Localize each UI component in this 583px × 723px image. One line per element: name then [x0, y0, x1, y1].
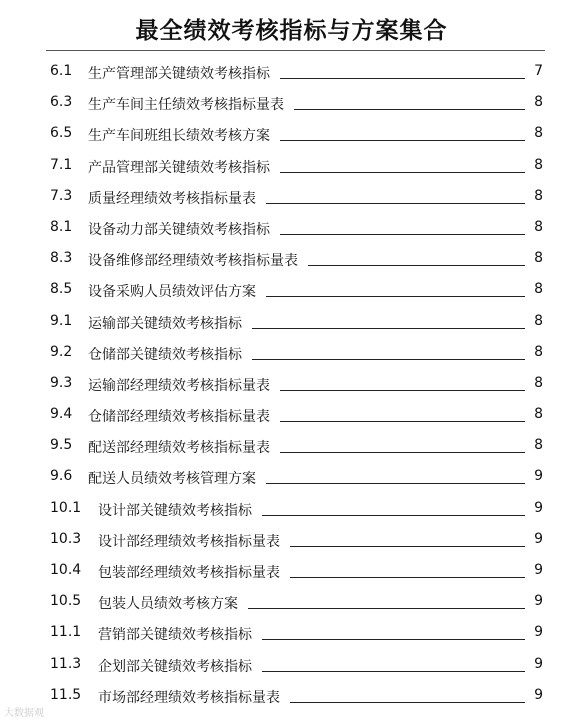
toc-entry-number: 8.1: [50, 218, 73, 235]
page-title: 最全绩效考核指标与方案集合: [135, 18, 448, 44]
leader-line: [280, 171, 525, 173]
toc-entry-number: 8.5: [50, 281, 73, 298]
toc-entry[interactable]: [0, 182, 583, 213]
toc-entry-leader: [88, 94, 531, 114]
watermark: 大数据观: [4, 708, 44, 719]
toc-entry-page: 9: [534, 686, 543, 703]
toc-entry-leader: [88, 406, 531, 426]
toc-entry-number: 11.5: [50, 686, 82, 703]
toc-entry-label: 质量经理绩效考核指标量表: [88, 190, 256, 207]
leader-line: [252, 327, 525, 329]
toc-entry-label: 设计部关键绩效考核指标: [98, 502, 252, 519]
toc-entry-number: 10.5: [50, 593, 82, 610]
toc-entry-label: 市场部经理绩效考核指标量表: [98, 689, 280, 706]
leader-line: [294, 108, 525, 110]
toc-entry[interactable]: [0, 244, 583, 275]
toc-entry-leader: [98, 500, 531, 520]
leader-line: [266, 482, 525, 484]
toc-entry[interactable]: [0, 338, 583, 369]
toc-entry-leader: [98, 593, 531, 613]
toc-entry[interactable]: [0, 151, 583, 182]
leader-line: [252, 358, 525, 360]
toc-entry-page: 9: [534, 593, 543, 610]
toc-entry-label: 生产管理部关键绩效考核指标: [88, 66, 270, 82]
toc-entry-number: 9.5: [50, 437, 73, 454]
toc-entry[interactable]: [0, 681, 583, 712]
toc-entry-label: 营销部关键绩效考核指标: [98, 627, 252, 644]
toc-entry-page: 8: [534, 406, 543, 423]
toc-entry-page: 8: [534, 94, 543, 111]
toc-entry-label: 生产车间班组长绩效考核方案: [88, 128, 270, 145]
toc-entry-leader: [98, 531, 531, 551]
toc-entry[interactable]: [0, 57, 583, 88]
toc-entry-leader: [88, 63, 531, 83]
toc-entry[interactable]: [0, 494, 583, 525]
toc-entry-label: 企划部关键绩效考核指标: [98, 658, 252, 675]
toc-entry[interactable]: [0, 119, 583, 150]
toc-entry-page: 7: [534, 63, 543, 79]
toc-entry-leader: [88, 313, 531, 333]
toc-entry-page: 8: [534, 437, 543, 454]
toc-entry-number: 6.3: [50, 94, 73, 111]
toc-entry-number: 9.1: [50, 312, 73, 329]
leader-line: [290, 545, 525, 547]
toc-entry-number: 7.1: [50, 156, 73, 173]
toc-entry-label: 设备动力部关键绩效考核指标: [88, 221, 270, 238]
toc-entry-page: 8: [534, 343, 543, 360]
toc-entry-leader: [88, 281, 531, 301]
toc-entry-page: 9: [534, 499, 543, 516]
toc-entry-page: 9: [534, 468, 543, 485]
leader-line: [280, 139, 525, 141]
toc-entry-leader: [88, 468, 531, 488]
toc-entry-leader: [88, 437, 531, 457]
leader-line: [290, 576, 525, 578]
toc-entry-number: 9.4: [50, 406, 73, 423]
toc-entry-page: 9: [534, 624, 543, 641]
toc-entry-number: 9.2: [50, 343, 73, 360]
leader-line: [280, 233, 525, 235]
toc-entry-page: 8: [534, 125, 543, 142]
toc-entry[interactable]: [0, 88, 583, 119]
toc-entry[interactable]: [0, 275, 583, 306]
toc-entry-number: 7.3: [50, 187, 73, 204]
toc-entry-number: 9.6: [50, 468, 73, 485]
toc-entry-leader: [88, 375, 531, 395]
toc-entry-label: 仓储部经理绩效考核指标量表: [88, 409, 270, 426]
toc-entry[interactable]: [0, 462, 583, 493]
toc-entry[interactable]: [0, 307, 583, 338]
toc-entry-label: 配送人员绩效考核管理方案: [88, 471, 256, 488]
toc-entry-leader: [98, 656, 531, 676]
table-of-contents: [0, 57, 583, 712]
toc-entry-page: 8: [534, 281, 543, 298]
toc-entry-number: 11.1: [50, 624, 82, 641]
toc-entry[interactable]: [0, 618, 583, 649]
toc-entry-leader: [88, 157, 531, 177]
toc-entry-number: 9.3: [50, 374, 73, 391]
toc-entry-number: 10.1: [50, 499, 82, 516]
leader-line: [262, 638, 525, 640]
leader-line: [280, 77, 525, 79]
toc-entry-number: 10.4: [50, 562, 82, 578]
toc-entry[interactable]: [0, 369, 583, 400]
leader-line: [266, 202, 525, 204]
toc-entry-label: 生产车间主任绩效考核指标量表: [88, 97, 284, 114]
toc-entry-number: 10.3: [50, 530, 82, 547]
leader-line: [262, 514, 525, 516]
toc-entry-leader: [98, 624, 531, 644]
toc-entry[interactable]: [0, 556, 583, 587]
toc-entry-label: 配送部经理绩效考核指标量表: [88, 440, 270, 457]
toc-entry-page: 8: [534, 187, 543, 204]
leader-line: [280, 451, 525, 453]
toc-entry-label: 运输部关键绩效考核指标: [88, 315, 242, 332]
toc-entry-page: 8: [534, 250, 543, 267]
leader-line: [266, 295, 525, 297]
toc-entry-leader: [88, 125, 531, 145]
leader-line: [248, 607, 525, 609]
toc-entry-number: 6.1: [50, 63, 73, 79]
toc-entry-leader: [88, 219, 531, 239]
toc-entry-number: 6.5: [50, 125, 73, 142]
toc-entry-page: 9: [534, 562, 543, 578]
toc-entry-label: 设备维修部经理绩效考核指标量表: [88, 253, 298, 270]
toc-entry[interactable]: [0, 650, 583, 681]
leader-line: [280, 420, 525, 422]
leader-line: [290, 701, 525, 703]
toc-entry[interactable]: [0, 213, 583, 244]
toc-entry-label: 包装部经理绩效考核指标量表: [98, 565, 280, 581]
toc-entry[interactable]: [0, 587, 583, 618]
toc-entry-leader: [88, 188, 531, 208]
leader-line: [308, 264, 525, 266]
leader-line: [262, 670, 525, 672]
toc-entry[interactable]: [0, 400, 583, 431]
toc-entry-number: 11.3: [50, 655, 82, 672]
toc-entry-number: 8.3: [50, 250, 73, 267]
toc-entry-leader: [88, 344, 531, 364]
toc-entry-label: 运输部经理绩效考核指标量表: [88, 377, 270, 394]
toc-entry-leader: [98, 562, 531, 582]
toc-entry-label: 产品管理部关键绩效考核指标: [88, 159, 270, 176]
toc-entry-label: 包装人员绩效考核方案: [98, 596, 238, 613]
toc-entry-label: 仓储部关键绩效考核指标: [88, 346, 242, 363]
leader-line: [280, 389, 525, 391]
toc-entry[interactable]: [0, 431, 583, 462]
toc-entry-page: 9: [534, 655, 543, 672]
toc-entry-page: 8: [534, 156, 543, 173]
toc-entry-label: 设备采购人员绩效评估方案: [88, 284, 256, 301]
title-divider: [46, 50, 545, 51]
toc-entry-leader: [98, 687, 531, 707]
toc-entry-page: 8: [534, 312, 543, 329]
toc-entry-page: 8: [534, 374, 543, 391]
toc-entry-label: 设计部经理绩效考核指标量表: [98, 533, 280, 550]
toc-entry-page: 8: [534, 218, 543, 235]
toc-entry-page: 9: [534, 530, 543, 547]
toc-entry[interactable]: [0, 525, 583, 556]
toc-entry-leader: [88, 250, 531, 270]
